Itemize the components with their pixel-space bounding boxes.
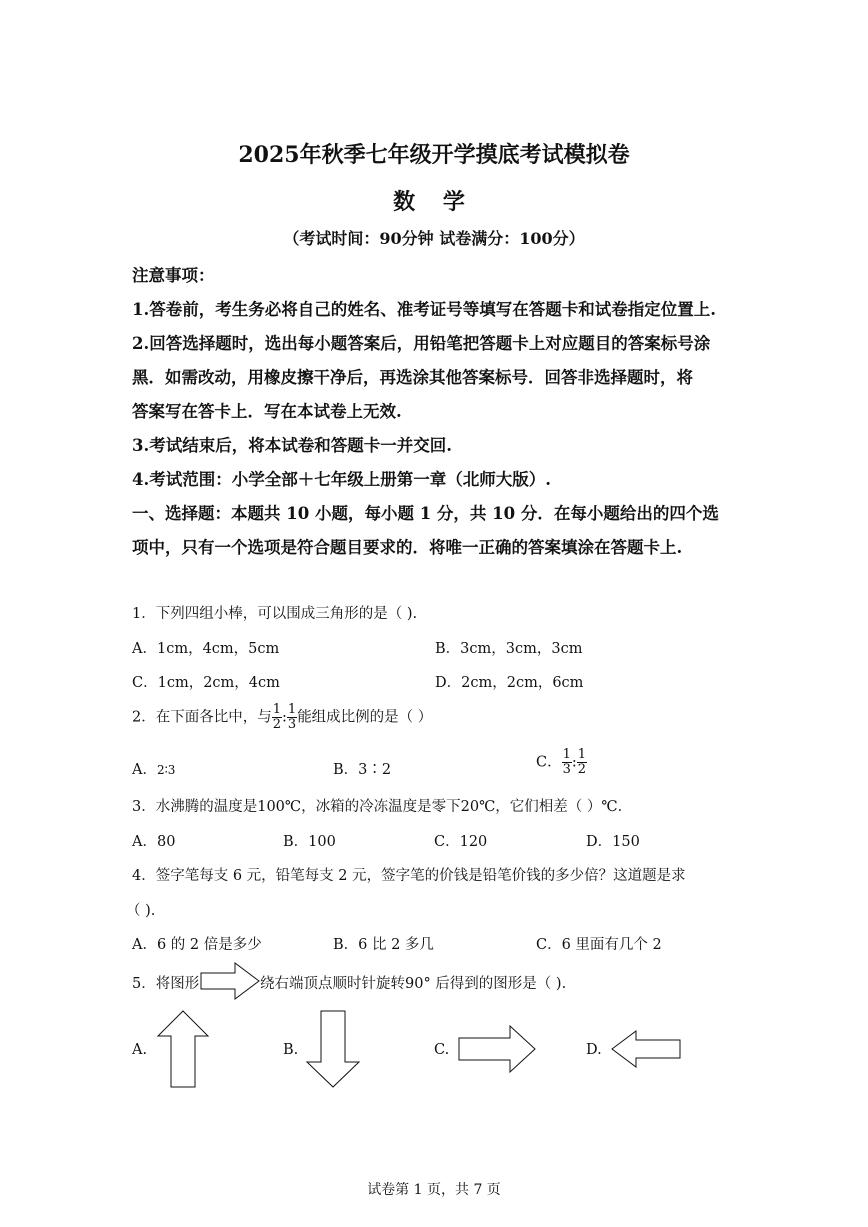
question-3-stem: 3．水沸腾的温度是100℃，冰箱的冷冻温度是零下20℃，它们相差（ ）℃．: [132, 799, 633, 815]
right-arrow-option-icon: [458, 1025, 536, 1073]
question-2-option-a: [132, 758, 175, 779]
question-1-stem: 1．下列四组小棒，可以围成三角形的是（ ).: [132, 606, 418, 622]
question-2-option-c: [536, 748, 587, 777]
fraction: [287, 703, 297, 732]
question-4-option-b: B．6 比 2 多几: [333, 937, 434, 953]
fraction: [272, 703, 282, 732]
section-1-heading-line-1: 一、选择题：本题共 10 小题，每小题 1 分，共 10 分．在每小题给出的四个选: [132, 504, 719, 523]
question-3-option-d: D．150: [586, 834, 640, 850]
fraction: [562, 748, 572, 777]
left-arrow-option-icon: [611, 1030, 681, 1068]
question-3-option-a: A．80: [132, 834, 176, 850]
question-5-option-b-label: B.: [283, 1042, 299, 1058]
ratio-colon: :: [571, 754, 577, 771]
question-2-option-b: [333, 758, 391, 779]
subject-title: 数 学: [393, 189, 475, 215]
fraction: [577, 748, 587, 777]
notes-heading: 注意事项：: [132, 266, 215, 285]
option-value: 2∶3: [156, 763, 176, 777]
question-4-option-a: A．6 的 2 倍是多少: [132, 937, 262, 953]
fraction-denominator: 2: [577, 762, 587, 777]
exam-info: （考试时间：90分钟 试卷满分：100分）: [283, 229, 585, 248]
notes-item-4: 4.考试范围：小学全部＋七年级上册第一章（北师大版）.: [132, 470, 551, 489]
question-2-stem: [132, 703, 432, 732]
notes-item-2-line-1: 2.回答选择题时，选出每小题答案后，用铅笔把答题卡上对应题目的答案标号涂: [132, 334, 711, 353]
fraction-numerator: 1: [272, 702, 282, 717]
right-arrow-figure-icon: [200, 962, 260, 1000]
question-1-option-a: A．1cm，4cm，5cm: [132, 641, 280, 657]
question-5-stem-post: 绕右端顶点顺时针旋转90° 后得到的图形是（ ).: [260, 976, 567, 992]
page-footer: 试卷第 1 页，共 7 页: [367, 1182, 501, 1198]
notes-item-3: 3.考试结束后，将本试卷和答题卡一并交回.: [132, 436, 452, 455]
question-4-stem-line-2: （ ).: [126, 903, 156, 919]
question-1-option-b: B．3cm，3cm，3cm: [435, 641, 583, 657]
fraction-numerator: 1: [562, 747, 571, 762]
question-4-stem-line-1: 4．签字笔每支 6 元，铅笔每支 2 元，签字笔的价钱是铅笔价钱的多少倍？这道题是求: [132, 868, 686, 884]
ratio-colon: :: [282, 709, 287, 726]
fraction-numerator: 1: [287, 702, 297, 717]
notes-item-2-line-2: 黑．如需改动，用橡皮擦干净后，再选涂其他答案标号．回答非选择题时，将: [132, 368, 693, 387]
fraction-denominator: 3: [287, 717, 297, 732]
down-arrow-option-icon: [306, 1010, 360, 1088]
question-3-option-c: C．120: [434, 834, 488, 850]
question-4-option-c: C．6 里面有几个 2: [536, 937, 662, 953]
notes-item-2-line-3: 答案写在答卡上．写在本试卷上无效.: [132, 402, 402, 421]
option-value: 3∶2: [358, 762, 392, 778]
notes-item-1: 1.答卷前，考生务必将自己的姓名、准考证号等填写在答题卡和试卷指定位置上.: [132, 300, 716, 319]
question-1-option-c: C．1cm，2cm，4cm: [132, 675, 280, 691]
question-5-option-a-label: A.: [132, 1042, 148, 1058]
exam-title: 2025年秋季七年级开学摸底考试模拟卷: [238, 142, 630, 168]
question-2-stem-post: 能组成比例的是（ ）: [297, 709, 433, 726]
question-5-option-c-label: C.: [434, 1042, 450, 1058]
question-5-option-d-label: D.: [586, 1042, 602, 1058]
section-1-heading-line-2: 项中，只有一个选项是符合题目要求的．将唯一正确的答案填涂在答题卡上.: [132, 538, 683, 557]
question-3-option-b: B．100: [283, 834, 336, 850]
fraction-numerator: 1: [577, 747, 587, 762]
option-label: C．: [536, 754, 562, 771]
up-arrow-option-icon: [157, 1010, 209, 1088]
fraction-denominator: 3: [562, 762, 571, 777]
question-2-stem-pre: 2．在下面各比中，与: [132, 709, 272, 726]
question-1-option-d: D．2cm，2cm，6cm: [435, 675, 584, 691]
question-5-stem-pre: 5．将图形: [132, 976, 200, 992]
fraction-denominator: 2: [272, 717, 282, 732]
option-label: B．: [333, 762, 359, 778]
option-label: A．: [132, 762, 157, 778]
